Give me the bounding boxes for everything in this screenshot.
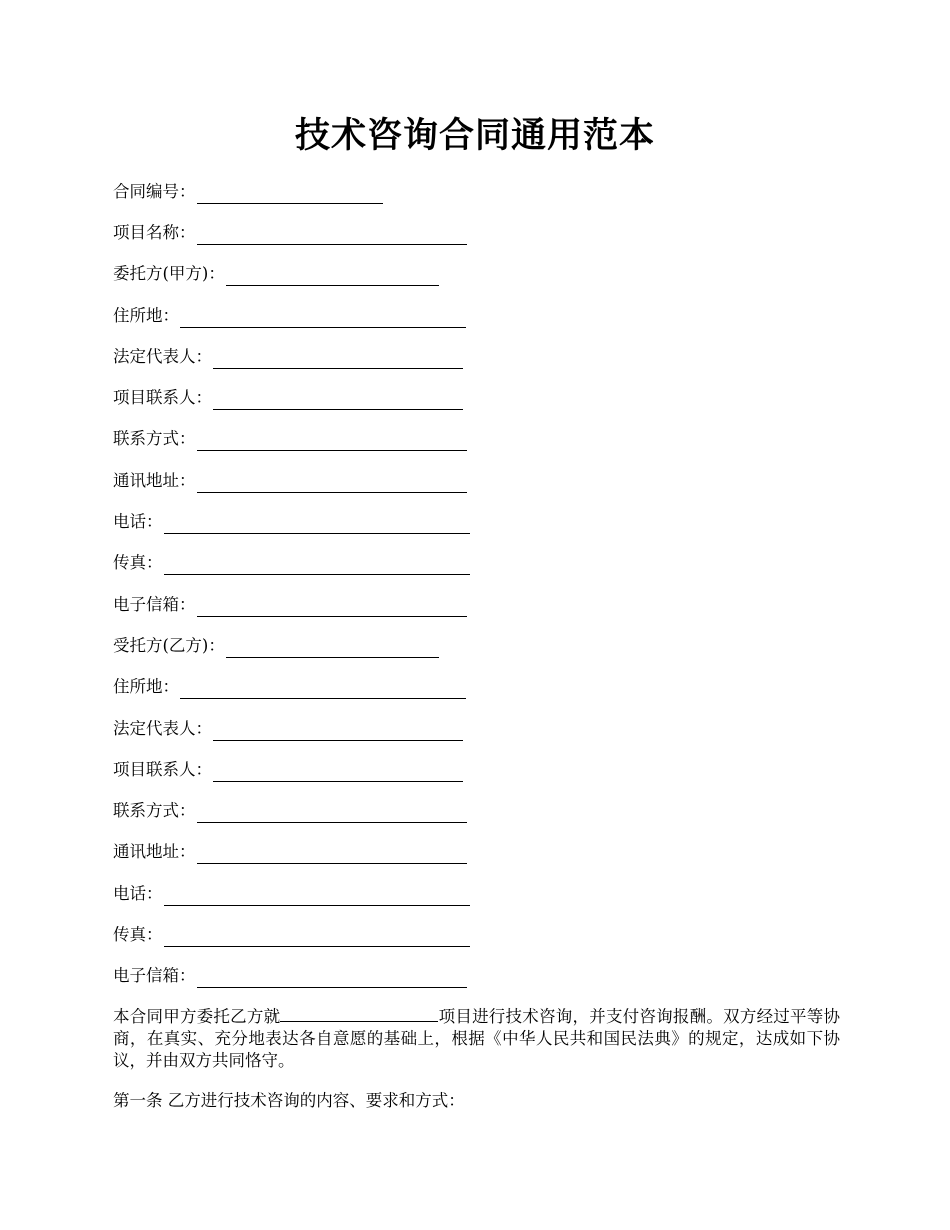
fill-in-blank[interactable] — [164, 928, 470, 947]
field-party-b — [113, 632, 439, 658]
project-name-blank[interactable] — [280, 1005, 438, 1022]
fill-in-blank[interactable] — [180, 309, 466, 328]
field-label: 传真： — [113, 553, 163, 572]
field-label: 通讯地址： — [113, 471, 196, 490]
field-party-b-fax — [113, 921, 470, 947]
field-party-b-address — [113, 673, 466, 699]
field-label: 联系方式： — [113, 801, 196, 820]
field-label: 住所地： — [113, 306, 179, 325]
field-label: 法定代表人： — [113, 347, 212, 366]
field-project-name — [113, 219, 467, 245]
field-label: 项目联系人： — [113, 388, 212, 407]
field-party-b-legal-rep — [113, 715, 463, 741]
field-party-a-address — [113, 302, 466, 328]
field-label: 住所地： — [113, 677, 179, 696]
fill-in-blank[interactable] — [213, 350, 463, 369]
fill-in-blank[interactable] — [213, 763, 463, 782]
fill-in-blank[interactable] — [197, 432, 467, 451]
field-party-b-contact-person — [113, 756, 463, 782]
field-party-a-legal-rep — [113, 343, 463, 369]
fill-in-blank[interactable] — [197, 845, 467, 864]
fill-in-blank[interactable] — [197, 474, 467, 493]
field-label: 电话： — [113, 512, 163, 531]
fill-in-blank[interactable] — [164, 515, 470, 534]
field-party-a — [113, 260, 439, 286]
field-label: 受托方(乙方)： — [113, 636, 225, 655]
fill-in-blank[interactable] — [197, 804, 467, 823]
field-label: 委托方(甲方)： — [113, 264, 225, 283]
field-party-a-email — [113, 591, 467, 617]
intro-paragraph — [113, 1005, 840, 1072]
fill-in-blank[interactable] — [197, 226, 467, 245]
field-label: 传真： — [113, 925, 163, 944]
fill-in-blank[interactable] — [197, 598, 467, 617]
field-label: 电子信箱： — [113, 966, 196, 985]
field-party-b-email — [113, 962, 467, 988]
fill-in-blank[interactable] — [164, 556, 470, 575]
field-label: 电子信箱： — [113, 595, 196, 614]
fill-in-blank[interactable] — [226, 639, 439, 658]
fill-in-blank[interactable] — [197, 969, 467, 988]
field-party-a-mail-address — [113, 467, 467, 493]
field-label: 项目名称： — [113, 223, 196, 242]
field-label: 联系方式： — [113, 429, 196, 448]
field-party-a-fax — [113, 549, 470, 575]
fill-in-blank[interactable] — [213, 391, 463, 410]
field-contract-number — [113, 178, 383, 204]
fill-in-blank[interactable] — [180, 680, 466, 699]
intro-text-after: 项目进行技术咨询，并支付咨询报酬。双方经过平等协商，在真实、充分地表达各自意愿的基础上，根据《中华人民共和国民法典》的规定，达成如下协议，并由双方共同恪守。 — [113, 1007, 841, 1070]
field-party-b-mail-address — [113, 838, 467, 864]
field-party-a-contact-method — [113, 425, 467, 451]
field-party-a-phone — [113, 508, 470, 534]
field-party-a-contact-person — [113, 384, 463, 410]
document-title: 技术咨询合同通用范本 — [294, 115, 655, 156]
field-party-b-phone — [113, 880, 470, 906]
fill-in-blank[interactable] — [197, 185, 383, 204]
fill-in-blank[interactable] — [164, 887, 470, 906]
field-label: 项目联系人： — [113, 760, 212, 779]
article-1-heading: 第一条 乙方进行技术咨询的内容、要求和方式： — [113, 1091, 465, 1110]
field-party-b-contact-method — [113, 797, 467, 823]
field-label: 法定代表人： — [113, 719, 212, 738]
field-label: 电话： — [113, 884, 163, 903]
fill-in-blank[interactable] — [213, 722, 463, 741]
field-label: 合同编号： — [113, 182, 196, 201]
intro-text-before: 本合同甲方委托乙方就 — [113, 1007, 281, 1026]
field-label: 通讯地址： — [113, 842, 196, 861]
fill-in-blank[interactable] — [226, 267, 439, 286]
